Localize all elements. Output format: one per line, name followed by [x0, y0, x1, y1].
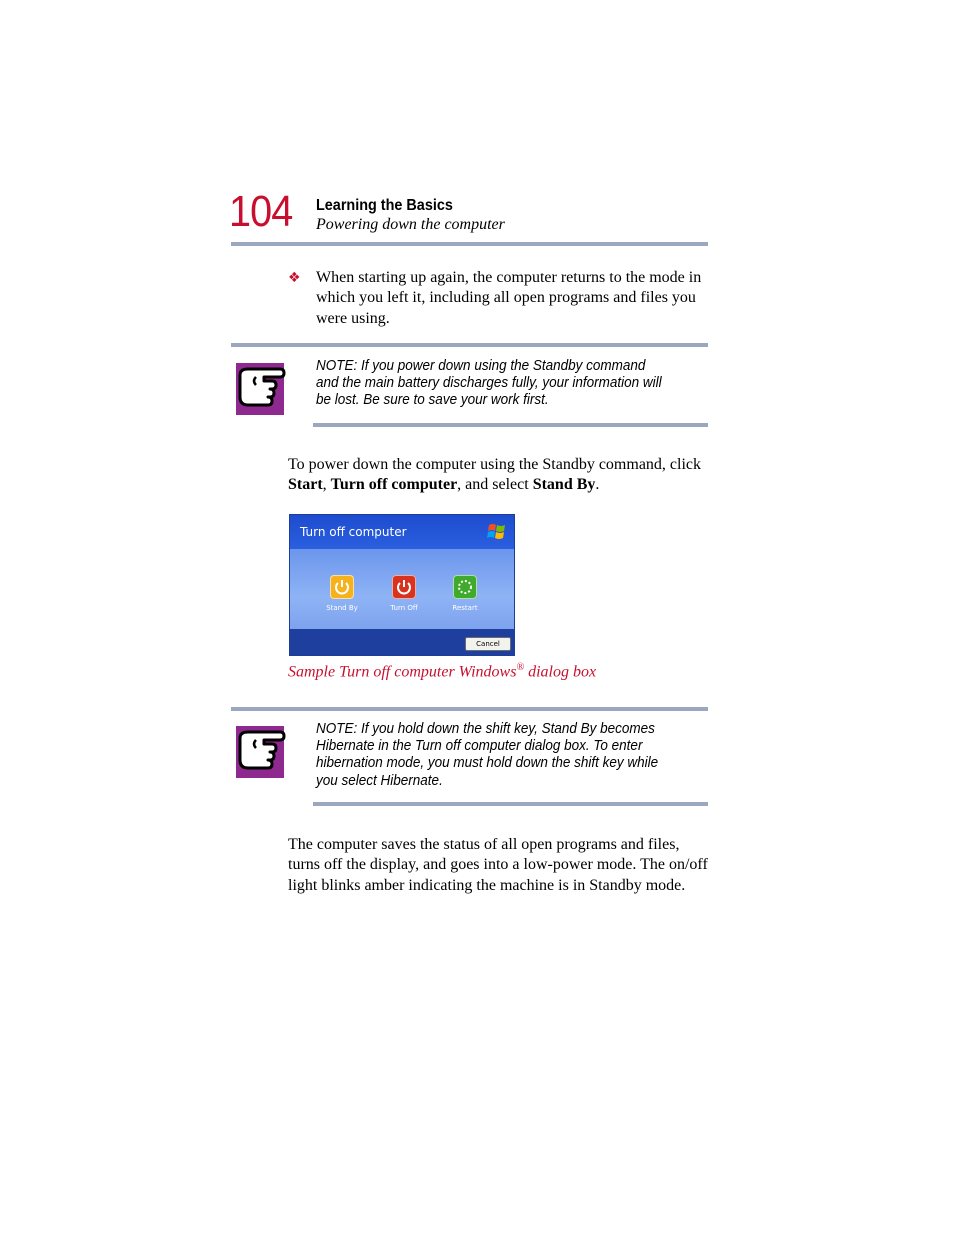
pointing-hand-icon: [234, 361, 286, 417]
standby-icon[interactable]: [330, 575, 354, 599]
instruction-end: .: [595, 476, 600, 494]
turn-off-label: Turn Off: [390, 604, 418, 612]
dialog-body: [290, 549, 514, 629]
section-title: Powering down the computer: [316, 216, 505, 233]
note1-top-rule: [231, 343, 708, 347]
dialog-title-bar: [290, 515, 514, 549]
instruction-sep1: ,: [322, 476, 331, 494]
note2-text: NOTE: If you hold down the shift key, Stand By becomes Hibernate in the Turn off computer dialog box. To enter hibernation mode, you must hold down the shift key while you select Hibernate.: [316, 720, 659, 789]
figure-caption: [288, 662, 596, 681]
note2-bottom-rule: [313, 802, 708, 806]
instruction-sep2: , and select: [457, 476, 533, 494]
restart-icon[interactable]: [453, 575, 477, 599]
caption-text-end: dialog box: [524, 663, 597, 681]
note1-bottom-rule: [313, 423, 708, 427]
turn-off-keyword: Turn off computer: [330, 476, 458, 494]
dialog-footer: [290, 629, 514, 655]
note1-text: NOTE: If you power down using the Standby command and the main battery discharges fully, your information will be lost. Be sure to save your work first.: [316, 357, 662, 409]
restart-label: Restart: [452, 604, 478, 612]
windows-flag-icon: [486, 521, 508, 543]
closing-text: The computer saves the status of all open programs and files, turns off the display, and goes into a low-power mode. The on/off light blinks amber indicating the machine is in Standby mode.: [288, 836, 708, 894]
caption-text: Sample Turn off computer Windows: [288, 663, 517, 681]
instruction-text: [288, 455, 708, 496]
note2-top-rule: [231, 707, 708, 711]
registered-mark: ®: [516, 662, 525, 673]
pointing-hand-icon: [234, 724, 286, 780]
header-rule: [231, 242, 708, 246]
start-keyword: Start: [288, 476, 323, 494]
standby-label: Stand By: [326, 604, 358, 612]
page-number: 104: [229, 187, 293, 236]
bullet-diamond-icon: ❖: [288, 270, 301, 286]
dialog-title: Turn off computer: [300, 525, 407, 539]
chapter-title: Learning the Basics: [316, 197, 453, 214]
cancel-button[interactable]: Cancel: [465, 637, 511, 651]
power-icon[interactable]: [392, 575, 416, 599]
stand-by-keyword: Stand By: [532, 476, 596, 494]
bullet-text: When starting up again, the computer returns to the mode in which you left it, including all open programs and files you were using.: [316, 269, 702, 327]
instruction-before: To power down the computer using the Standby command, click: [288, 456, 702, 473]
turn-off-dialog: [289, 514, 515, 656]
